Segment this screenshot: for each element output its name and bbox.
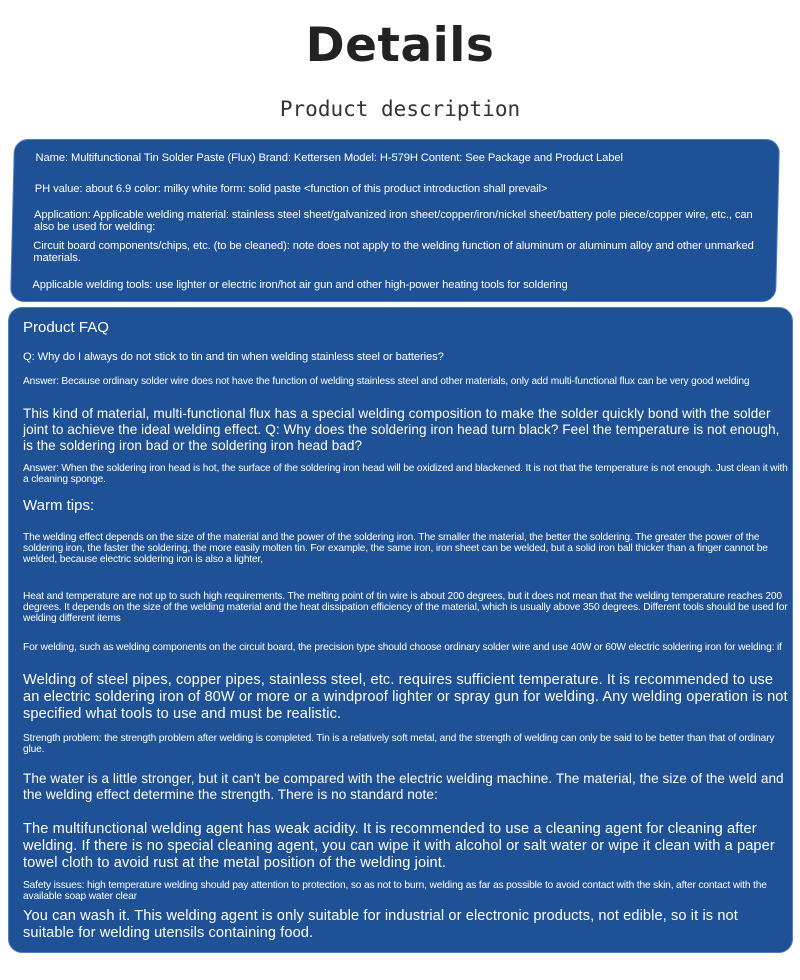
- description-line: Applicable welding tools: use lighter or electric iron/hot air gun and other high-power heating tools for soldering: [32, 279, 568, 291]
- safety-note: Safety issues: high temperature welding should pay attention to protection, so as not to burn, welding as far as possible to avoid contact with the skin, after contact with the available soap water clear: [23, 880, 767, 902]
- faq-answer: Answer: When the soldering iron head is hot, the surface of the soldering iron head will be oxidized and blackened. It is not that the temperature is not enough. Just clean it with a cleaning sponge.: [23, 463, 788, 485]
- faq-paragraph: You can wash it. This welding agent is only suitable for industrial or electronic products, not edible, so it is not suitable for welding utensils containing food.: [23, 908, 738, 941]
- faq-paragraph: The water is a little stronger, but it can't be compared with the electric welding machine. The material, the size of the weld and the welding effect determine the strength. There is no standard note:: [23, 771, 784, 802]
- tip-paragraph: For welding, such as welding components on the circuit board, the precision type should choose ordinary solder wire and use 40W or 60W electric soldering iron for welding: if: [23, 642, 782, 653]
- description-line: PH value: about 6.9 color: milky white form: solid paste <function of this product introduction shall prevail>: [34, 183, 548, 195]
- tip-paragraph: The welding effect depends on the size of the material and the power of the soldering iron. The smaller the material, the better the soldering. The greater the power of the soldering iron, the faster the soldering, the more easily molten tin. For example, the same iron, iron sheet can be welded, but a solid iron ball thicker than a finger cannot be welded, because electric soldering iron is also a lighter,: [23, 532, 768, 565]
- description-line: Name: Multifunctional Tin Solder Paste (Flux) Brand: Kettersen Model: H-579H Content: See Package and Product Label: [35, 152, 623, 164]
- faq-answer: Answer: Because ordinary solder wire does not have the function of welding stainless steel and other materials, only add multi-functional flux can be very good welding: [23, 376, 750, 387]
- description-line: Application: Applicable welding material: stainless steel sheet/galvanized iron sheet/copper/iron/nickel sheet/battery pole piece/copper wire, etc., can also be used for welding:: [33, 209, 753, 233]
- tip-paragraph: Heat and temperature are not up to such high requirements. The melting point of tin wire is about 200 degrees, but it does not mean that the welding temperature reaches 200 degrees. It depends on the size of the welding material and the heat dissipation efficiency of the material, which is usually above 350 degrees. Different tools should be used for welding different items: [23, 591, 788, 624]
- faq-paragraph: The multifunctional welding agent has weak acidity. It is recommended to use a cleaning agent for cleaning after welding. If there is no special cleaning agent, you can wipe it with alcohol or salt water or wipe it clean with a paper towel cloth to avoid rust at the metal position of the welding joint.: [23, 821, 775, 871]
- faq-question: Q: Why do I always do not stick to tin and tin when welding stainless steel or batteries?: [23, 351, 444, 363]
- faq-paragraph: This kind of material, multi-functional flux has a special welding composition to make the solder quickly bond with the solder joint to achieve the ideal welding effect. Q: Why does the soldering iron head turn black? Feel the temperature is not enough, is the soldering iron bad or the soldering iron head bad?: [23, 406, 780, 453]
- page-subtitle: Product description: [279, 97, 521, 121]
- faq-paragraph: Welding of steel pipes, copper pipes, stainless steel, etc. requires sufficient temperature. It is recommended to use an electric soldering iron of 80W or more or a windproof lighter or spray gun for welding. Any welding operation is not specified what tools to use and must be realistic.: [23, 672, 788, 722]
- tips-heading: Warm tips:: [23, 497, 95, 514]
- description-panel: [10, 139, 780, 302]
- description-line: Circuit board components/chips, etc. (to be cleaned): note does not apply to the welding function of aluminum or aluminum alloy and other unmarked materials.: [33, 240, 754, 264]
- strength-note: Strength problem: the strength problem after welding is completed. Tin is a relatively soft metal, and the strength of welding can only be said to be better than that of ordinary glue.: [23, 733, 775, 755]
- faq-panel: [8, 307, 793, 953]
- page-title: Details: [305, 18, 495, 73]
- faq-heading: Product FAQ: [23, 319, 109, 336]
